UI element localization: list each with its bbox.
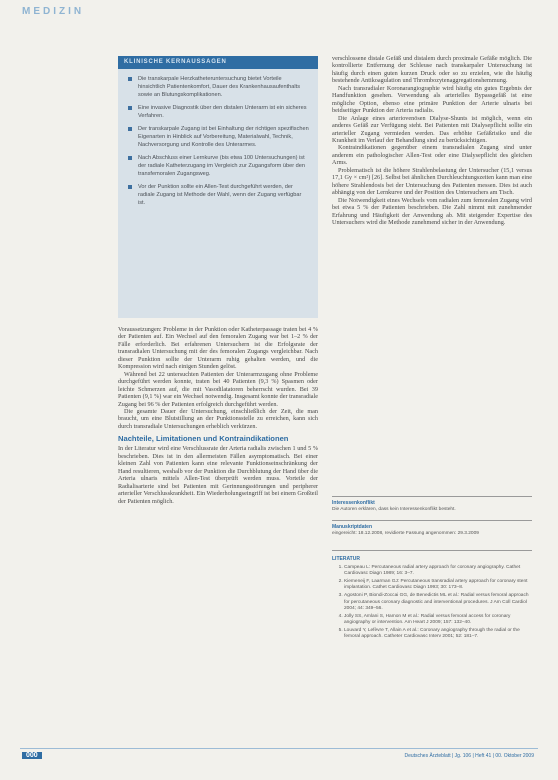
reference-item: 4. Jolly SS, Amlani S, Hamon M et al.: Radial versus femoral access for coronary angiography or intervention. Am Heart J 2009; 157: 132–40. [344,614,532,626]
box-item: Eine invasive Diagnostik über den distalen Unterarm ist ein sicheres Verfahren. [138,104,310,120]
manuscript-label: Manuskriptdaten [332,524,373,530]
reference-item: 2. Kiemeneij F, Laarman GJ: Percutaneous transradial artery approach for coronary stent implantation. Cathet Cardiovasc Diagn 1993; 30: 173–8. [344,579,532,591]
literature-label: LITERATUR [332,556,360,562]
reference-item: 5. Louvard Y, Lefèvre T, Allain A et al.: Coronary angiography through the radial or the femoral approach. Catheter Cardiovasc Interv 2001; 52: 181–7. [344,628,532,640]
literature [332,556,532,642]
box-title: KLINISCHE KERNAUSSAGEN [118,56,318,69]
divider [332,496,532,497]
running-head: MEDIZIN [22,6,85,17]
footer-divider [20,748,538,749]
body-paragraph: Die Notwendigkeit eines Wechsels vom radialen zum femoralen Zugang wird bei etwa 5 % der Patienten beschrieben. Die Zahl nimmt mit zunehmender Erfahrung und Häufigkeit der Anwendung ab. Mit steigender Expertise des Untersuchers wird die Methode zunehmend sicher in der Anwendung. [332,196,532,226]
conflict-label: Interessenkonflikt [332,500,375,506]
journal-citation: Deutsches Ärzteblatt | Jg. 106 | Heft 41 | 00. Oktober 2009 [404,753,534,759]
reference-item: 1. Campeau L: Percutaneous radial artery approach for coronary angiography. Cathet Cardiovasc Diagn 1989; 16: 3–7. [344,565,532,577]
box-item: Der transkarpale Zugang ist bei Einhaltung der richtigen spezifischen Eigenarten in Hinblick auf Vorbereitung, Materialwahl, Technik, Nachversorgung und Kontrolle des Unterarmes. [138,126,309,148]
box-item: Vor der Punktion sollte ein Allen-Test durchgeführt werden, der radiale Zugang ist Methode der Wahl, wenn der Zugang verfügbar ist. [138,183,310,207]
body-paragraph: Nach transradialer Koronarangiographie wird häufig ein gutes Ergebnis der Handfunktion gesehen. Verwendung als arterielles Bypassgefäß ist eine mögliche Option, ebenso eine primäre Punktion der Arterie ulnaris bei beidseitiger Punktion der Arteria radialis. [332,84,532,115]
page-number: 000 [22,752,42,759]
manuscript-text: eingereicht: 18.12.2008, revidierte Fassung angenommen: 29.3.2009 [332,531,479,536]
literature-list [332,565,532,640]
right-column [332,55,532,226]
box-item: Nach Abschluss einer Lernkurve (bis etwa 100 Untersuchungen) ist der radiale Katheterzugang im Vergleich zur Zugangsform über den transfemoralen Zugangsweg. [138,154,310,178]
box-item: Die transkarpale Herzkatheteruntersuchung bietet Vorteile hinsichtlich Patientenkomfort, Dauer des Krankenhausaufenthalts sowie an Blutungskomplikationen. [138,75,310,99]
body-paragraph: Kontraindikationen gegenüber einem transradialen Zugang sind unter anderem ein pathologischer Allen-Test oder eine Dialysepflicht des gleichen Arms. [332,144,532,167]
box-list [118,75,318,207]
body-paragraph: Problematisch ist die höhere Strahlenbelastung der Untersucher (15,1 versus 17,1 Gy × cm²) [26]. Selbst bei ähnlichen Durchleuchtungszeiten kann man eine höhere Strahlendosis bei der Untersuchung des Patienten messen. Dies ist auch abhängig von der Lernkurve und der Position des Untersuchers am Tisch. [332,166,532,197]
left-column [118,326,318,505]
body-paragraph: verschlossene distale Gefäß und distalem durch proximale Gefäße möglich. Die kontrollierte Entfernung der Schleuse nach transkarpaler Untersuchung ist häufig durch einen guten kurzen Druck oder so zu erzielen, wie die häufig bestehende Antikoagulation und Thrombozytenaggregationshemmung. [332,55,532,85]
section-title: Nachteile, Limitationen und Kontraindikationen [118,434,289,444]
key-statements-box [118,56,318,318]
reference-item: 3. Agostoni P, Biondi-Zoccai GG, de Benedictis ML et al.: Radial versus femoral approach for percutaneous coronary diagnostic and interventional procedures. J Am Coll Cardiol 2004; 44: 349–56. [344,593,532,611]
manuscript-data [332,524,532,537]
body-paragraph: Die Anlage eines arteriovenösen Dialyse-Shunts ist möglich, wenn ein anderes Gefäß zur Verfügung steht. Bei Patienten mit Dialysepflicht sollte ein arterieller Zugang vermieden werden. Das erhöhte Gefäßrisiko und die Krankheit im Verlauf der Behandlung sind zu berücksichtigen. [332,114,532,144]
conflict-text: Die Autoren erklären, dass kein Interessenkonflikt besteht. [332,507,456,512]
divider [332,550,532,551]
body-paragraph: Die gesamte Dauer der Untersuchung, einschließlich der Zeit, die man braucht, um eine Blutstillung an der Punktionsstelle zu erreichen, kann sich durch transradiale Untersuchungen erheblich verkürzen. [118,407,318,430]
body-paragraph: Während bei 22 untersuchten Patienten der Unterarmzugang ohne Probleme durchgeführt werden konnte, traten bei 40 Patienten (9,3 %) Spasmen oder leichte Schmerzen auf, die mit Vasodilatatoren beherrscht wurden. Bei 39 Patienten (9,1 %) war ein Wechsel notwendig. Insgesamt konnte der transradiale Zugang bei 96 % der Patienten erfolgreich durchgeführt werden. [118,370,318,408]
body-paragraph: In der Literatur wird eine Verschlussrate der Arteria radialis zwischen 1 und 5 % beschrieben. Dies ist in den allermeisten Fällen asymptomatisch. Bei einer kleinen Zahl von Patienten kann eine relevante Funktionseinschränkung der Hand resultieren, weshalb vor der Punktion die Durchblutung der Hand über die Arteria ulnaris mittels Allen-Test überprüft werden muss. Vorteile der Radialisarterie sind bei Patienten mit Gerinnungsstörungen und peripherer arterieller Verschlusskrankheit. Ein Wiederholungseingriff ist bei einem Großteil der Patienten möglich. [118,445,318,505]
conflict-of-interest [332,500,532,513]
body-paragraph: Voraussetzungen: Probleme in der Punktion oder Katheterpassage traten bei 4 % der Patienten auf. Ein Wechsel auf den femoralen Zugang war bei 1–2 % der Fälle erforderlich. Bei erfahrenen Untersuchern ist die Erfolgsrate der transradialen Untersuchung mit der des femoralen Zugangs vergleichbar. Nach dieser Punktion sollte der Unterarm ruhig gehalten werden, und die Kompression wird nach einigen Stunden gelöst. [118,326,318,371]
divider [332,520,532,521]
